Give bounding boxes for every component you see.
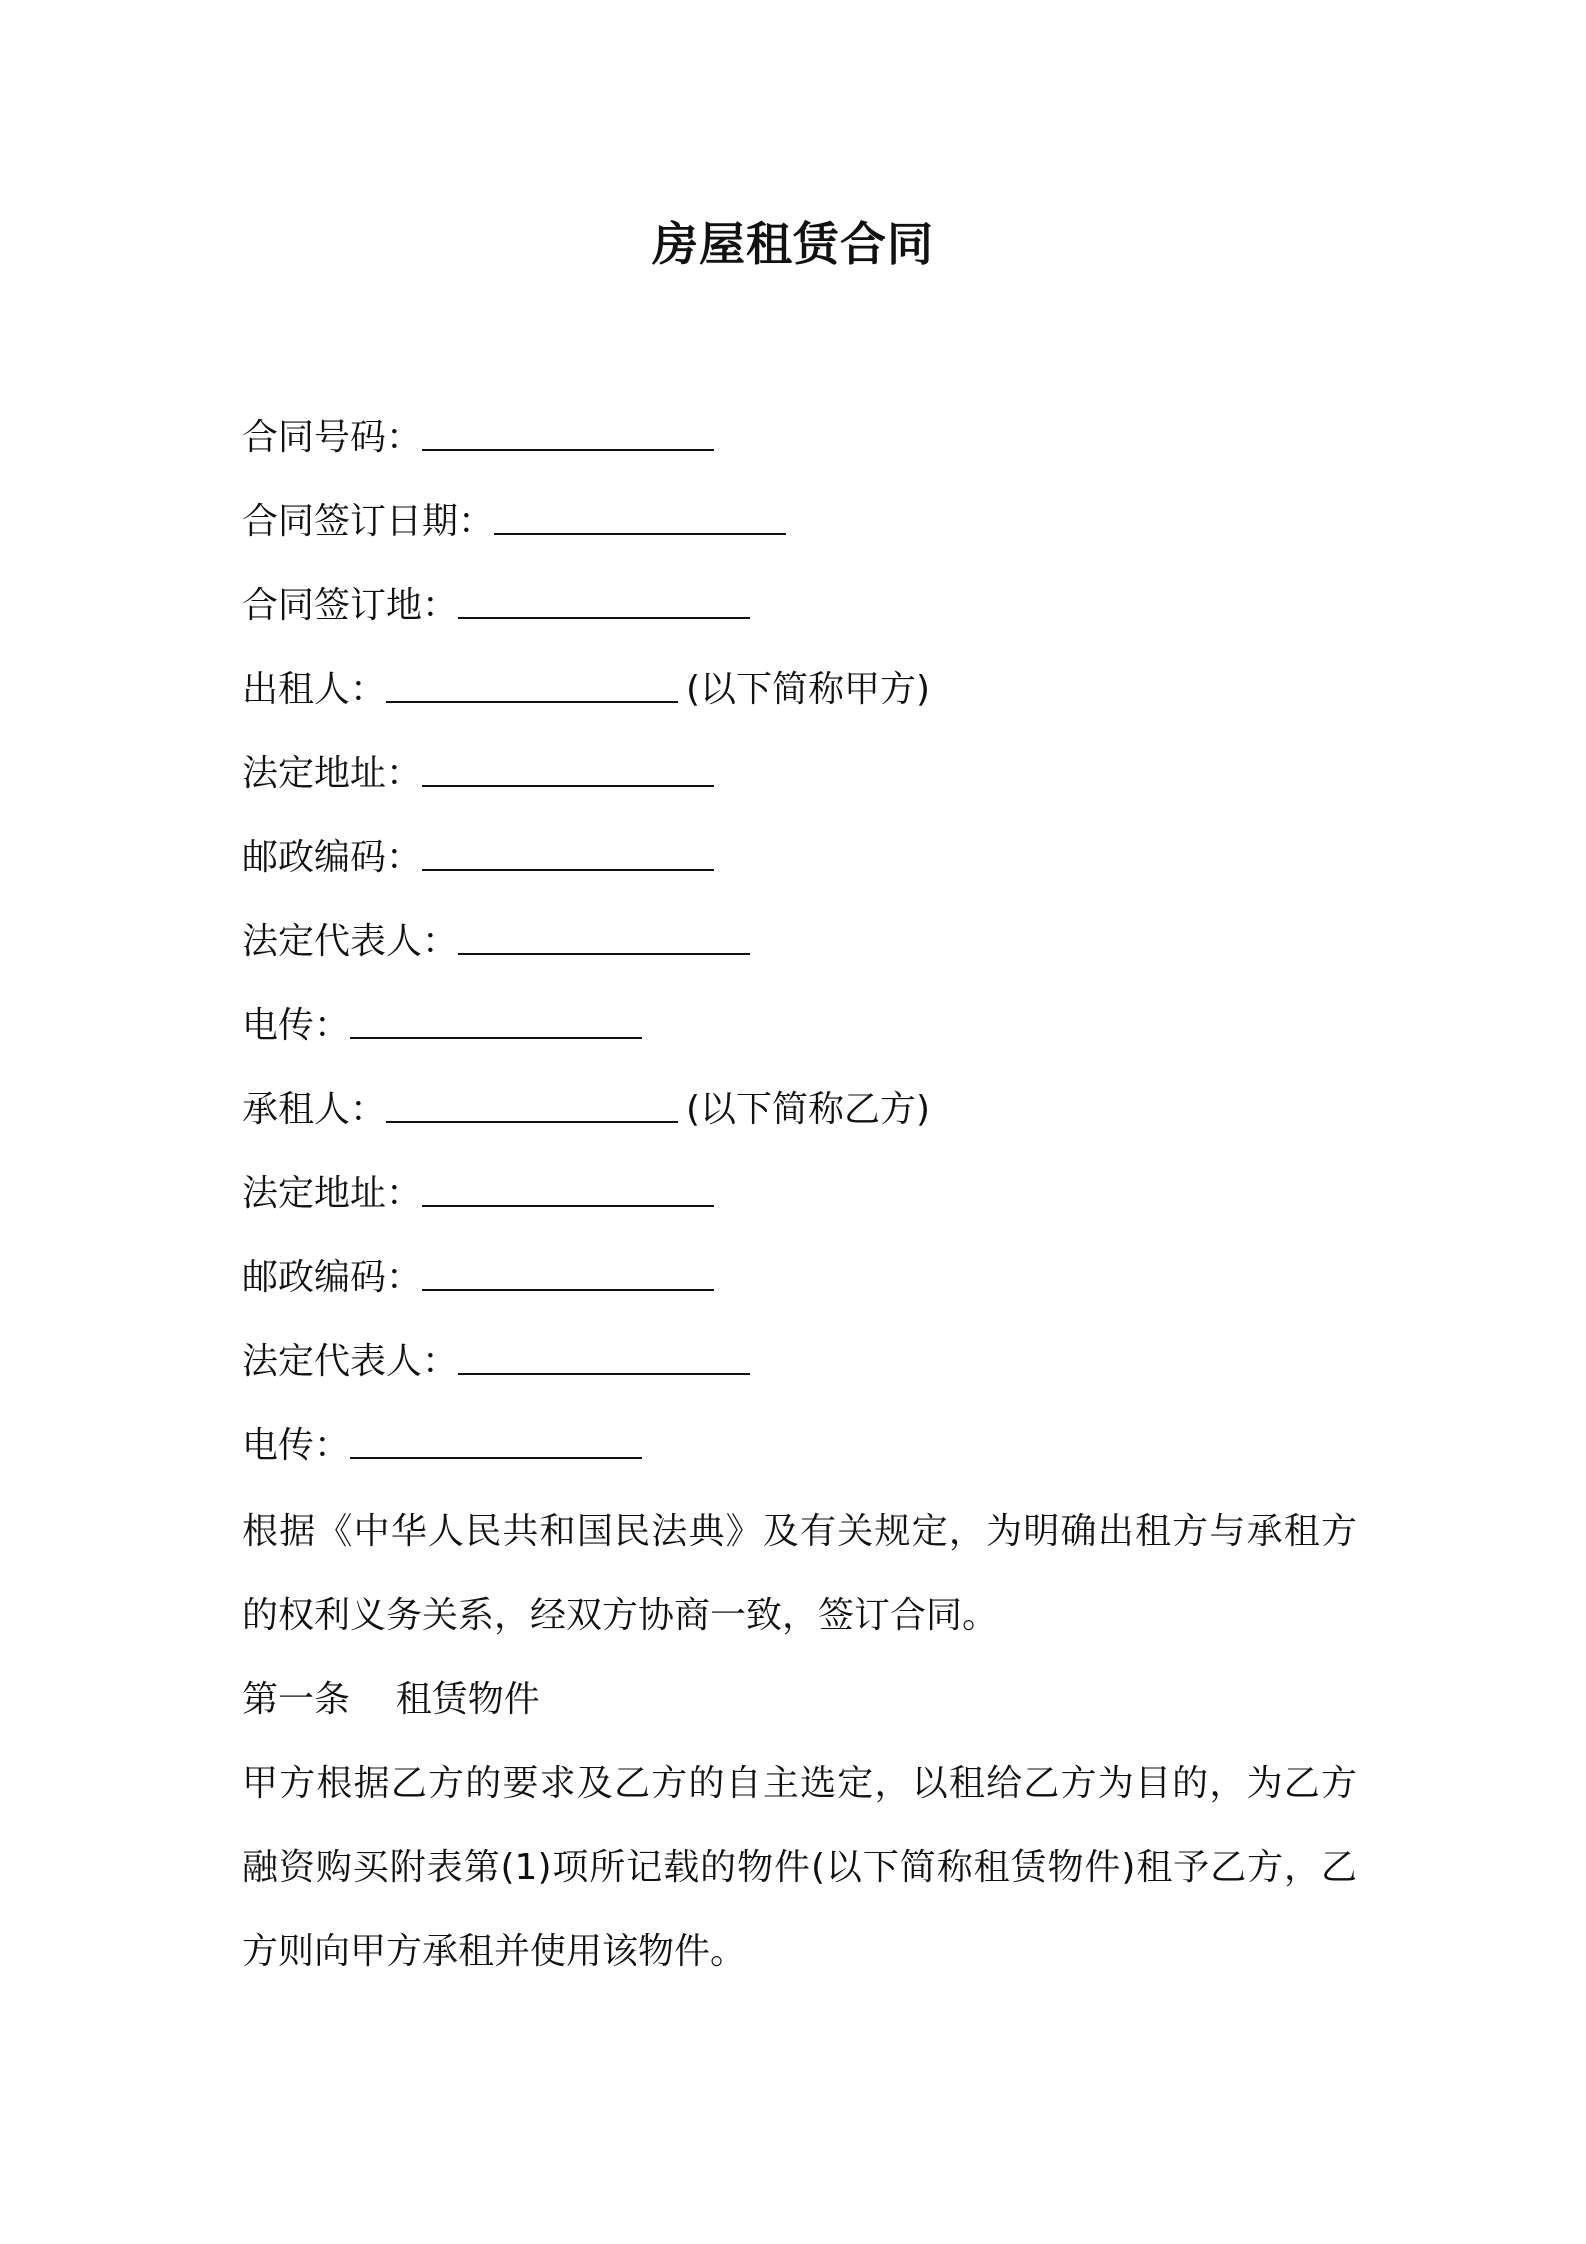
field-label: 法定地址： <box>242 753 423 794</box>
fill-in-blank <box>422 829 714 871</box>
field-suffix: (以下简称甲方) <box>686 669 931 710</box>
field-label: 邮政编码： <box>242 1257 423 1298</box>
field-label: 承租人： <box>242 1089 387 1130</box>
field-label: 电传： <box>242 1005 351 1046</box>
article-1-heading: 第一条 租赁物件 <box>242 1679 540 1720</box>
field-suffix: (以下简称乙方) <box>686 1089 931 1130</box>
field-lessor-address <box>242 742 1362 826</box>
fill-in-blank <box>458 913 750 955</box>
fill-in-blank <box>458 577 750 619</box>
intro-paragraph: 根据《中华人民共和国民法典》及有关规定，为明确出租方与承租方的权利义务关系，经双方协商一致，签订合同。 <box>242 1511 1357 1636</box>
fill-in-blank <box>494 493 786 535</box>
fill-in-blank <box>386 661 678 703</box>
field-signing-place <box>242 574 1362 658</box>
contract-body <box>242 1490 1357 1994</box>
field-label: 出租人： <box>242 669 387 710</box>
field-label: 合同签订地： <box>242 585 459 626</box>
field-lessee-representative <box>242 1330 1362 1414</box>
field-signing-date <box>242 490 1362 574</box>
field-label: 法定代表人： <box>242 921 459 962</box>
fill-in-blank <box>350 1417 642 1459</box>
article-1-text: 甲方根据乙方的要求及乙方的自主选定，以租给乙方为目的，为乙方融资购买附表第(1)项所记载的物件(以下简称租赁物件)租予乙方，乙方则向甲方承租并使用该物件。 <box>242 1763 1357 1972</box>
fill-in-blank <box>422 409 714 451</box>
field-lessor-representative <box>242 910 1362 994</box>
field-lessee <box>242 1078 1362 1162</box>
field-lessor <box>242 658 1362 742</box>
field-label: 电传： <box>242 1425 351 1466</box>
fill-in-blank <box>422 745 714 787</box>
field-lessee-address <box>242 1162 1362 1246</box>
field-lessee-postcode <box>242 1246 1362 1330</box>
party-info-fields <box>242 406 1362 1498</box>
fill-in-blank <box>386 1081 678 1123</box>
field-lessor-telex <box>242 994 1362 1078</box>
field-label: 邮政编码： <box>242 837 423 878</box>
document-title: 房屋租赁合同 <box>652 217 934 271</box>
field-lessor-postcode <box>242 826 1362 910</box>
field-label: 法定代表人： <box>242 1341 459 1382</box>
fill-in-blank <box>350 997 642 1039</box>
fill-in-blank <box>458 1333 750 1375</box>
field-contract-number <box>242 406 1362 490</box>
field-label: 合同号码： <box>242 417 423 458</box>
field-label: 合同签订日期： <box>242 501 495 542</box>
field-label: 法定地址： <box>242 1173 423 1214</box>
fill-in-blank <box>422 1165 714 1207</box>
fill-in-blank <box>422 1249 714 1291</box>
field-lessee-telex <box>242 1414 1362 1498</box>
